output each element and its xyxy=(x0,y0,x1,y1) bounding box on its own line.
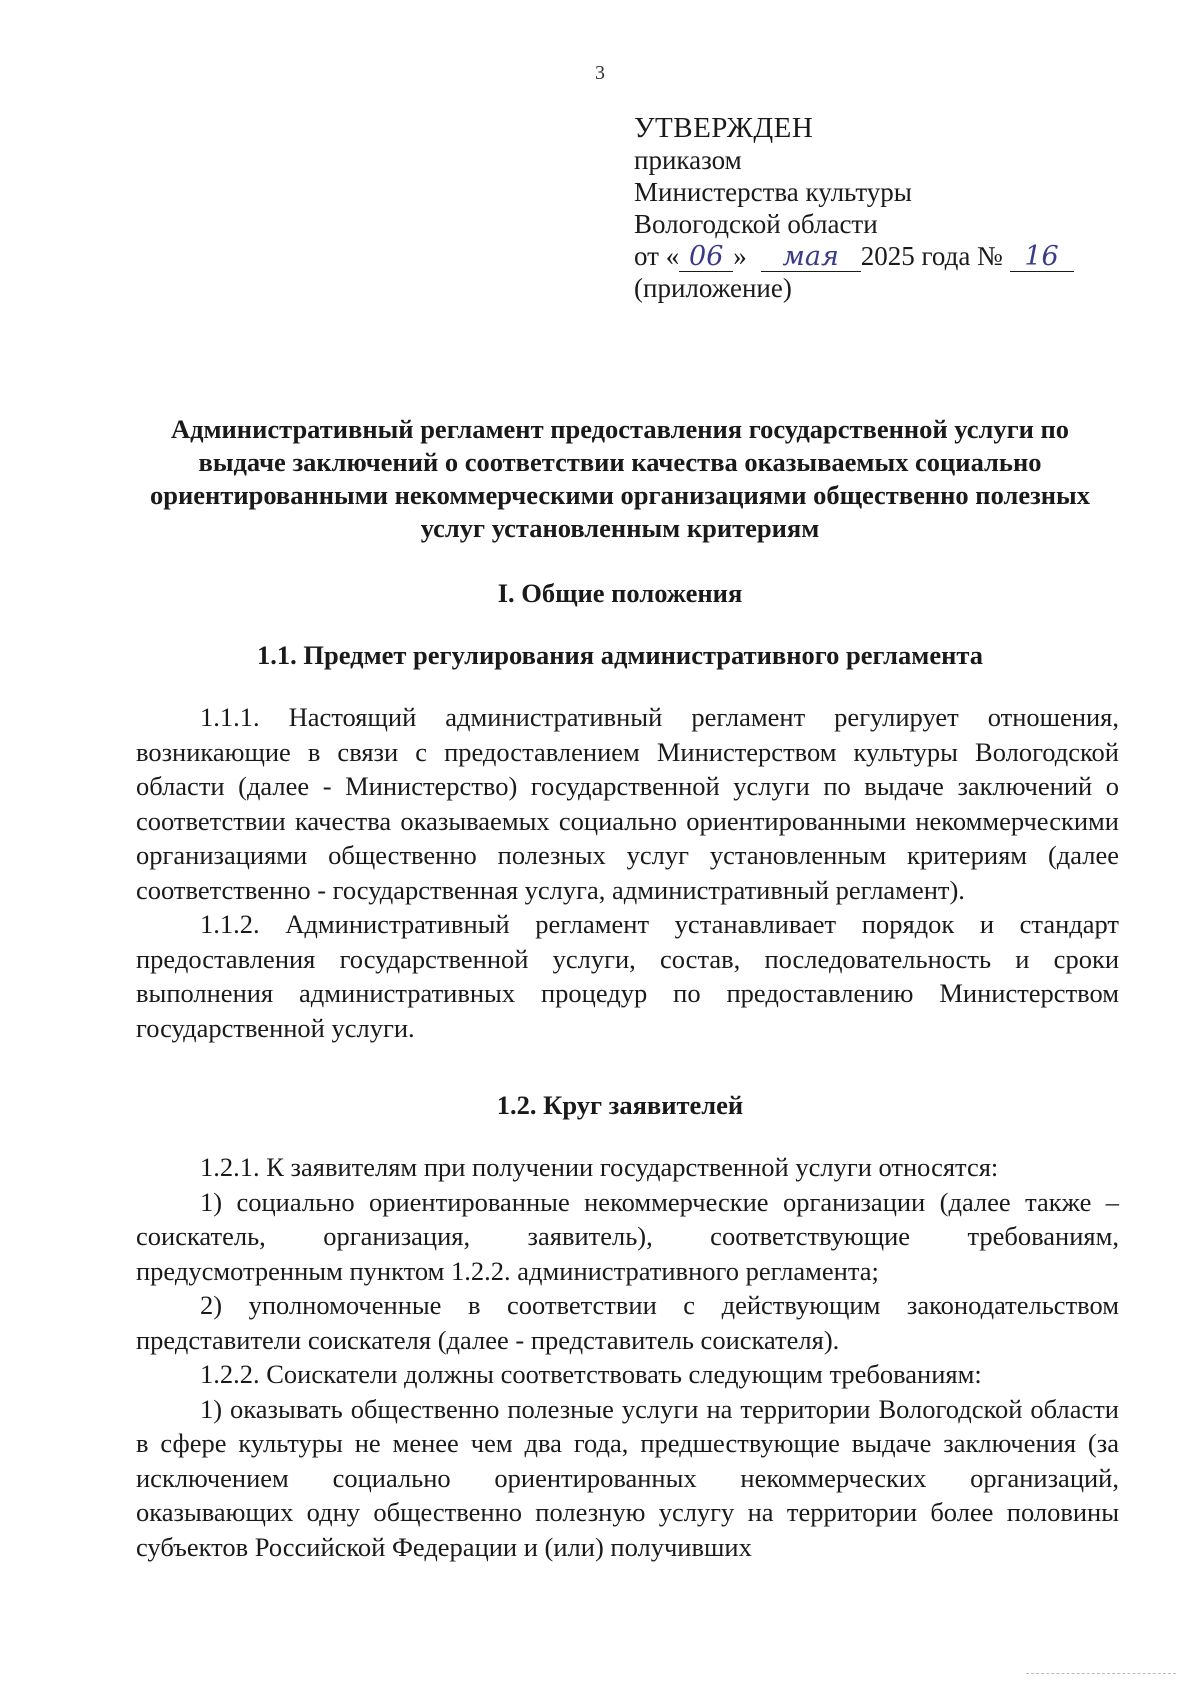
handwritten-month: мая xyxy=(761,243,861,272)
section-heading-1: I. Общие положения xyxy=(497,578,743,608)
document-title: Административный регламент предоставления государственной услуги по выдаче заключений о соответствии качества оказываемых социально ориентированными некоммерческими организациями общественно полезных услуг установленным критериям xyxy=(150,414,1090,543)
paragraph-1-2-2: 1.2.2. Соискатели должны соответствовать следующим требованиям: xyxy=(200,1359,982,1389)
approval-line-3: Вологодской области xyxy=(634,209,878,239)
section-heading-1-1: 1.1. Предмет регулирования административного регламента xyxy=(257,640,983,670)
date-prefix: от « xyxy=(634,241,680,271)
page-number: 3 xyxy=(595,62,605,84)
scan-artifact xyxy=(1026,1673,1176,1678)
approval-line-2: Министерства культуры xyxy=(634,177,912,207)
approval-note: (приложение) xyxy=(634,273,792,303)
paragraph-1-2-1-item-1: 1) социально ориентированные некоммерческие организации (далее также – соискатель, организация, заявитель), соответствующие требованиям, предусмотренным пунктом 1.2.2. административного регламента; xyxy=(136,1186,1119,1286)
paragraph-1-2-1-item-2: 2) уполномоченные в соответствии с действующим законодательством представители соискателя (далее - представитель соискателя). xyxy=(136,1290,1119,1355)
approval-stamp xyxy=(634,112,1074,304)
handwritten-day: 06 xyxy=(679,243,733,272)
approval-date-line xyxy=(634,240,1074,272)
date-mid: » xyxy=(733,241,747,271)
section-1-2-body xyxy=(136,1150,1119,1564)
section-1-1-body xyxy=(136,700,1119,1045)
paragraph-1-2-1: 1.2.1. К заявителям при получении государственной услуги относятся: xyxy=(200,1152,999,1182)
paragraph-1-2-2-item-1: 1) оказывать общественно полезные услуги на территории Вологодской области в сфере культуры не менее чем два года, предшествующие выдаче заключения (за исключением социально ориентированных некоммерческих организаций, оказывающих одну общественно полезную услугу на территории более половины субъектов Российской Федерации и (или) получивших xyxy=(136,1393,1119,1562)
handwritten-order-number: 16 xyxy=(1010,243,1074,272)
section-heading-1-2: 1.2. Круг заявителей xyxy=(496,1090,744,1120)
paragraph-1-1-2: 1.1.2. Административный регламент устанавливает порядок и стандарт предоставления государственной услуги, состав, последовательность и сроки выполнения административных процедур по предоставлению Министерством государственной услуги. xyxy=(136,909,1119,1043)
approval-title: УТВЕРЖДЕН xyxy=(634,112,814,144)
paragraph-1-1-1: 1.1.1. Настоящий административный регламент регулирует отношения, возникающие в связи с предоставлением Министерством культуры Вологодской области (далее - Министерство) государственной услуги по выдаче заключений о соответствии качества оказываемых социально ориентированными некоммерческими организациями общественно полезных услуг установленным критериям (далее соответственно - государственная услуга, административный регламент). xyxy=(136,702,1119,905)
approval-line-1: приказом xyxy=(634,145,742,175)
date-year: 2025 года № xyxy=(860,241,1003,271)
